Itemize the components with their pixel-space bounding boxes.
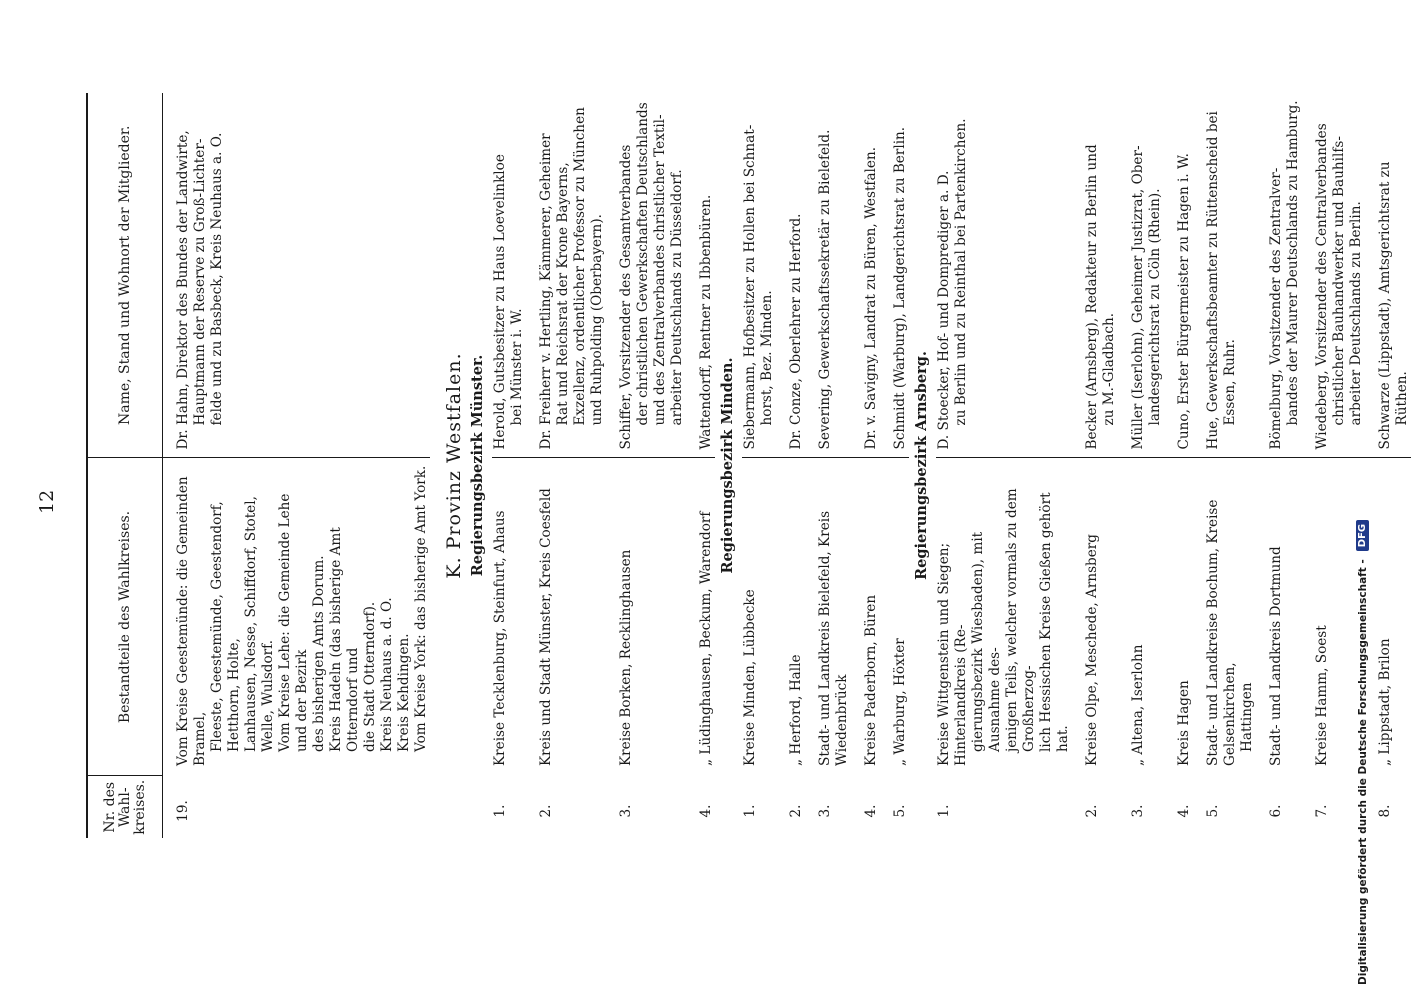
member-entry-line: Exzellenz, ordentlicher Professor zu München <box>572 107 588 426</box>
member-entry-line: Dr. v. Savigny, Landrat zu Büren, Westfalen. <box>863 146 879 450</box>
constituency-parts-line: Kreis Hagen <box>1176 680 1192 766</box>
header-member-name: Name, Stand und Wohnort der Mitglieder. <box>87 93 163 458</box>
constituency-parts-line: jenigen Teils, welcher vormals zu dem Großherzog- <box>1004 488 1037 752</box>
constituency-parts <box>526 458 606 776</box>
constituency-number: 8. <box>1377 804 1393 818</box>
member-entry <box>492 93 526 458</box>
constituency-parts <box>851 458 880 776</box>
table-row <box>936 93 1072 838</box>
constituency-number: 4. <box>1176 804 1192 818</box>
constituency-parts-line: Kreise Minden, Lübbecke <box>742 589 758 766</box>
member-entry-line: Dr. Hahn, Direktor des Bundes der Landwirte, <box>175 130 191 450</box>
member-entry-line: landesgerichtsrat zu Cöln (Rhein). <box>1147 188 1163 426</box>
table-row <box>1164 93 1193 838</box>
constituency-parts-line: Fleeste, Geestemünde, Geestendorf, Hetthorn, Holte, <box>209 501 242 752</box>
constituency-parts <box>1365 458 1411 776</box>
constituency-parts-line: „ Warburg, Höxter <box>892 638 908 766</box>
member-entry-line: arbeiter Deutschlands zu Berlin. <box>1348 201 1364 426</box>
constituency-number: 7. <box>1314 804 1330 818</box>
constituency-parts <box>163 458 431 776</box>
constituency-parts-line: „ Lüdinghausen, Beckum, Warendorf <box>698 511 714 766</box>
header-constituency-parts: Bestandteile des Wahlkreises. <box>87 458 163 776</box>
constituency-parts-line: die Stadt Otterndorf). <box>362 601 378 752</box>
member-entry-line: Wattendorff, Rentner zu Ibbenbüren. <box>698 194 714 450</box>
member-entry <box>776 93 805 458</box>
constituency-parts <box>880 458 909 776</box>
province-heading-cell <box>430 93 465 838</box>
member-entry-line: Dr. Freiherr v. Hertling, Kämmerer, Geheimer <box>538 133 554 450</box>
member-entry-line: D. Stoecker, Hof- und Domprediger a. D. <box>936 170 952 450</box>
constituency-parts-line: des bisherigen Amts Dorum. <box>311 555 327 752</box>
constituency-number: 6. <box>1268 804 1284 818</box>
constituency-number: 1. <box>936 804 952 818</box>
table-row <box>805 93 851 838</box>
member-entry-line: Rat und Reichsrat der Krone Bayerns, <box>555 162 571 426</box>
table-row <box>686 93 715 838</box>
constituency-parts-line: „ Altena, Iserlohn <box>1130 644 1146 766</box>
member-entry-line: horst, Bez. Minden. <box>759 290 775 426</box>
footer-text: Digitalisierung gefördert durch die Deutsche Forschungsgemeinschaft - <box>1356 559 1369 985</box>
constituency-parts-line: Kreise Paderborn, Büren <box>863 594 879 766</box>
constituency-number: 19. <box>175 800 191 822</box>
constituency-parts <box>1164 458 1193 776</box>
constituency-parts-line: Kreise Tecklenburg, Steinfurt, Ahaus <box>492 510 508 766</box>
district-heading-row <box>909 93 936 838</box>
member-entry <box>1118 93 1164 458</box>
constituency-number: 2. <box>538 804 554 818</box>
province-heading-row <box>430 93 465 838</box>
dfg-logo: DFG <box>1356 520 1369 551</box>
page-number: 12 <box>36 489 58 514</box>
constituency-number: 3. <box>1130 804 1146 818</box>
constituency-parts <box>1193 458 1256 776</box>
member-entry-line: Schwarze (Lippstadt), Amtsgerichtsrat zu <box>1377 161 1393 450</box>
constituency-parts <box>776 458 805 776</box>
table-body <box>163 93 1411 838</box>
member-entry <box>1256 93 1302 458</box>
constituency-number: 2. <box>788 804 804 818</box>
member-entry-line: felde und zu Basbeck, Kreis Neuhaus a. O. <box>209 132 225 426</box>
member-entry-line: Herold, Gutsbesitzer zu Haus Loevelinkloe <box>492 154 508 450</box>
table-row <box>742 93 776 838</box>
member-entry-line: bei Münster i. W. <box>509 308 525 426</box>
table-row <box>606 93 686 838</box>
member-entry-line: Bömelburg, Vorsitzender des Zentralver- <box>1268 167 1284 450</box>
table-row <box>851 93 880 838</box>
constituency-parts-line: Kreis Kehdingen. <box>396 633 412 752</box>
table-row <box>1193 93 1256 838</box>
constituency-parts-line: „ Herford, Halle <box>788 654 804 766</box>
member-entry <box>805 93 851 458</box>
member-entry-line: Essen, Ruhr. <box>1222 339 1238 426</box>
district-heading: Regierungsbezirk Minden. <box>719 357 736 574</box>
constituency-parts-line: Kreis und Stadt Münster, Kreis Coesfeld <box>538 488 554 766</box>
member-entry-line: bandes der Maurer Deutschlands zu Hamburg. <box>1285 100 1301 426</box>
constituency-table <box>86 93 1411 838</box>
member-entry <box>1365 93 1411 458</box>
member-entry-line: und Ruhpolding (Oberbayern). <box>589 214 605 426</box>
constituency-parts <box>606 458 686 776</box>
member-entry-line: Rüthen. <box>1394 371 1410 426</box>
constituency-number: 3. <box>817 804 833 818</box>
member-entry <box>1072 93 1118 458</box>
member-entry <box>163 93 431 458</box>
member-entry-line: und des Zentralverbandes christlicher Textil- <box>652 114 668 426</box>
member-entry-line: Hue, Gewerkschaftsbeamter zu Rüttenscheid bei <box>1205 111 1221 450</box>
member-entry-line: Hauptmann der Reserve zu Groß-Lichter- <box>192 138 208 426</box>
table-row <box>163 93 431 838</box>
table-header-row <box>87 93 163 838</box>
member-entry-line: Müller (Iserlohn), Geheimer Justizrat, Ober- <box>1130 145 1146 450</box>
constituency-parts-line: Stadt- und Landkreise Bochum, Kreise Gelsenkirchen, <box>1205 499 1238 766</box>
constituency-parts <box>936 458 1072 776</box>
constituency-parts-line: Vom Kreise York: das bisherige Amt York. <box>413 465 429 752</box>
constituency-parts-line: Kreis Hadeln (das bisherige Amt Otterndorf und <box>328 527 361 752</box>
table-row <box>1072 93 1118 838</box>
member-entry <box>936 93 1072 458</box>
district-heading-row <box>715 93 742 838</box>
member-entry-line: arbeiter Deutschlands zu Düsseldorf. <box>669 169 685 426</box>
constituency-number: 3. <box>618 804 634 818</box>
table-row <box>526 93 606 838</box>
member-entry-line: Schmidt (Warburg), Landgerichtsrat zu Berlin. <box>892 126 908 450</box>
member-entry-line: Dr. Conze, Oberlehrer zu Herford. <box>788 213 804 450</box>
constituency-number: 4. <box>698 804 714 818</box>
constituency-parts <box>1072 458 1118 776</box>
constituency-parts <box>805 458 851 776</box>
constituency-number: 1. <box>742 804 758 818</box>
table-row <box>1256 93 1302 838</box>
constituency-number: 4. <box>863 804 879 818</box>
table-row <box>492 93 526 838</box>
table-row <box>776 93 805 838</box>
member-entry <box>526 93 606 458</box>
constituency-number: 1. <box>492 804 508 818</box>
member-entry <box>851 93 880 458</box>
constituency-parts-line: „ Lippstadt, Brilon <box>1377 638 1393 766</box>
constituency-number: 5. <box>892 804 908 818</box>
district-heading: Regierungsbezirk Arnsberg. <box>913 351 930 580</box>
table-row <box>880 93 909 838</box>
constituency-parts-line: Vom Kreise Lehe: die Gemeinde Lehe und der Bezirk <box>277 493 310 752</box>
member-entry-line: Siebermann, Hofbesitzer zu Hollen bei Schnat- <box>742 124 758 450</box>
header-constituency-number: Nr. des Wahl-kreises. <box>87 776 163 838</box>
table-row <box>1365 93 1411 838</box>
constituency-parts <box>742 458 776 776</box>
constituency-parts-line: gierungsbezirk Wiesbaden), mit Ausnahme des- <box>970 531 1003 752</box>
constituency-number: 5. <box>1205 804 1221 818</box>
member-entry-line: Schiffer, Vorsitzender des Gesamtverbandes <box>618 144 634 450</box>
member-entry-line: christlicher Bauhandwerker und Bauhilfs- <box>1331 136 1347 426</box>
digitization-footer <box>1356 15 1369 985</box>
member-entry <box>742 93 776 458</box>
constituency-parts <box>492 458 526 776</box>
member-entry-line: Becker (Arnsberg), Redakteur zu Berlin und <box>1084 144 1100 450</box>
constituency-parts <box>1256 458 1302 776</box>
constituency-parts <box>686 458 715 776</box>
member-entry <box>1164 93 1193 458</box>
member-entry-line: der christlichen Gewerkschaften Deutschlands <box>635 102 651 426</box>
constituency-parts-line: Kreise Borken, Recklinghausen <box>618 549 634 766</box>
constituency-parts-line: Stadt- und Landkreis Bielefeld, Kreis Wiedenbrück <box>817 510 850 766</box>
constituency-parts-line: Kreise Hamm, Soest <box>1314 625 1330 766</box>
member-entry <box>1193 93 1256 458</box>
district-heading-row <box>465 93 492 838</box>
constituency-number: 2. <box>1084 804 1100 818</box>
member-entry <box>686 93 715 458</box>
constituency-parts-line: Vom Kreise Geestemünde: die Gemeinden Bramel, <box>175 476 208 766</box>
constituency-parts-line: Lanhausen, Nesse, Schiffdorf, Stotel, Welle, Wulsdorf. <box>243 496 276 752</box>
member-entry-line: zu M.-Gladbach. <box>1101 312 1117 426</box>
constituency-parts <box>1118 458 1164 776</box>
member-entry-line: Cuno, Erster Bürgermeister zu Hagen i. W. <box>1176 153 1192 450</box>
constituency-parts-line: Hattingen <box>1239 682 1255 752</box>
table-row <box>1118 93 1164 838</box>
province-heading: K. Provinz Westfalen. <box>443 352 465 579</box>
member-entry <box>606 93 686 458</box>
member-entry-line: Severing, Gewerkschaftssekretär zu Bielefeld. <box>817 129 833 450</box>
member-entry <box>880 93 909 458</box>
member-entry-line: Wiedeberg, Vorsitzender des Centralverbandes <box>1314 123 1330 450</box>
constituency-parts-line: Kreise Olpe, Meschede, Arnsberg <box>1084 533 1100 766</box>
member-entry-line: zu Berlin und zu Reinthal bei Partenkirchen. <box>953 118 969 426</box>
constituency-parts-line: lich Hessischen Kreise Gießen gehört hat. <box>1038 492 1071 752</box>
constituency-parts-line: Stadt- und Landkreis Dortmund <box>1268 546 1284 766</box>
district-heading: Regierungsbezirk Münster. <box>469 354 486 577</box>
constituency-parts-line: Kreis Neuhaus a. d. O. <box>379 597 395 752</box>
constituency-parts-line: Kreise Wittgenstein und Siegen; Hinterlandkreis (Re- <box>936 542 969 766</box>
